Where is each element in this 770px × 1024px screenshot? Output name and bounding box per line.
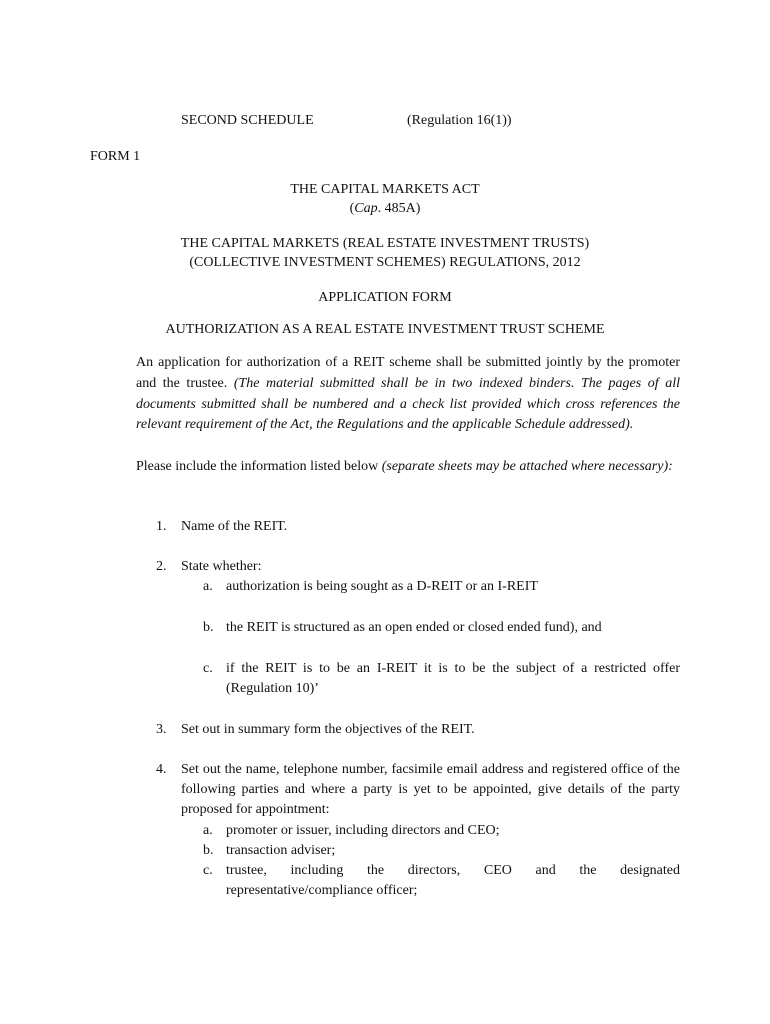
item-4b-text: transaction adviser; <box>226 843 336 858</box>
item-2-text: State whether: <box>181 559 262 574</box>
item-4b-label: b. <box>203 843 214 858</box>
item-2a-label: a. <box>203 579 213 594</box>
item-1-number: 1. <box>156 519 167 534</box>
act-title: THE CAPITAL MARKETS ACT <box>290 182 480 197</box>
form-number: FORM 1 <box>90 149 141 164</box>
instructions-paragraph: Please include the information listed below (separate sheets may be attached where necessary): <box>136 459 673 474</box>
item-4a-text: promoter or issuer, including directors and CEO; <box>226 823 500 838</box>
item-4-text: Set out the name, telephone number, facsimile email address and registered office of the following parties and where a party is yet to be appointed, give details of the party proposed for appointment: <box>181 762 680 817</box>
act-chapter: (Cap. 485A) <box>349 201 421 216</box>
item-1-text: Name of the REIT. <box>181 519 288 534</box>
schedule-heading: SECOND SCHEDULE <box>181 113 314 128</box>
item-4c-label: c. <box>203 863 213 878</box>
item-2b-text: the REIT is structured as an open ended or closed ended fund), and <box>226 620 602 635</box>
item-4c-text-line2: representative/compliance officer; <box>226 883 418 898</box>
item-4-number: 4. <box>156 762 167 777</box>
item-2c-text: if the REIT is to be an I-REIT it is to be the subject of a restricted offer (Regulation 10)’ <box>226 661 680 696</box>
form-title: APPLICATION FORM <box>318 290 452 305</box>
item-3-number: 3. <box>156 722 167 737</box>
item-2-number: 2. <box>156 559 167 574</box>
item-3-text: Set out in summary form the objectives of the REIT. <box>181 722 475 737</box>
item-4a-label: a. <box>203 823 213 838</box>
item-4c-text-line1: trustee, including the directors, CEO and the designated <box>226 863 680 878</box>
intro-paragraph: An application for authorization of a REIT scheme shall be submitted jointly by the promoter and the trustee. (The material submitted shall be in two indexed binders. The pages of all documents submitted shall be numbered and a check list provided which cross references the relevant requirement of the Act, the Regulations and the applicable Schedule addressed). <box>136 355 681 433</box>
item-2c-label: c. <box>203 661 213 676</box>
item-2a-text: authorization is being sought as a D-REIT or an I-REIT <box>226 579 538 594</box>
item-2b-label: b. <box>203 620 214 635</box>
regulations-title-line2: (COLLECTIVE INVESTMENT SCHEMES) REGULATIONS, 2012 <box>189 255 581 270</box>
form-subtitle: AUTHORIZATION AS A REAL ESTATE INVESTMENT TRUST SCHEME <box>165 322 605 337</box>
regulation-reference: (Regulation 16(1)) <box>407 113 512 128</box>
regulations-title-line1: THE CAPITAL MARKETS (REAL ESTATE INVESTMENT TRUSTS) <box>180 236 590 251</box>
